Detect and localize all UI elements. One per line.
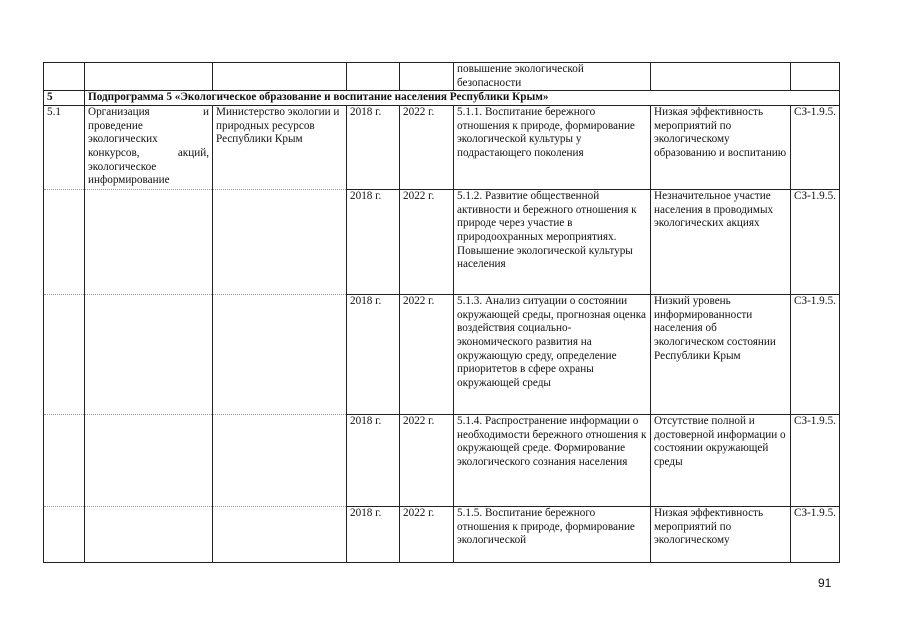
cell-number (44, 415, 85, 507)
cell-indicator: СЗ-1.9.5. (791, 507, 840, 563)
cell-start (347, 63, 400, 91)
cell-start: 2018 г. (347, 106, 400, 190)
cell-name (85, 415, 213, 507)
cell-executor (213, 63, 347, 91)
table-row (44, 106, 840, 190)
cell-executor (213, 415, 347, 507)
cell-indicator: СЗ-1.9.5. (791, 106, 840, 190)
item-number: 5.1 (44, 106, 85, 190)
cell-result: 5.1.1. Воспитание бережного отношения к природе, формирование экологической культуры у подрастающего поколения (454, 106, 651, 190)
cell-result: 5.1.3. Анализ ситуации о состоянии окружающей среды, прогнозная оценка воздействия социально-экономического развития на окружающую среду, определение приоритетов в сфере охраны окружающей среды (454, 295, 651, 415)
cell-consequence: Низкий уровень информированности населения об экологическом состоянии Республики Крым (651, 295, 791, 415)
item-name-line: информирование (88, 174, 170, 187)
cell-name (85, 190, 213, 295)
item-name-line: экологическое (88, 160, 157, 173)
cell-result: 5.1.5. Воспитание бережного отношения к природе, формирование экологической (454, 507, 651, 563)
table-row (44, 415, 840, 507)
cell-consequence (651, 63, 791, 91)
cell-indicator: СЗ-1.9.5. (791, 190, 840, 295)
cell-indicator: СЗ-1.9.5. (791, 295, 840, 415)
cell-start: 2018 г. (347, 190, 400, 295)
subprogram-title: Подпрограмма 5 «Экологическое образование и воспитание населения Республики Крым» (85, 91, 840, 106)
cell-name (85, 507, 213, 563)
cell-number (44, 190, 85, 295)
item-name-line: экологических (88, 133, 158, 146)
cell-end: 2022 г. (400, 415, 454, 507)
item-name-line: конкурсов, акций, (88, 146, 209, 159)
cell-name (85, 63, 213, 91)
cell-consequence: Отсутствие полной и достоверной информации о состоянии окружающей среды (651, 415, 791, 507)
table-row-continuation (44, 63, 840, 91)
cell-end: 2022 г. (400, 106, 454, 190)
cell-end: 2022 г. (400, 295, 454, 415)
table-row (44, 295, 840, 415)
cell-start: 2018 г. (347, 507, 400, 563)
cell-end: 2022 г. (400, 190, 454, 295)
table-row (44, 190, 840, 295)
subprogram-number: 5 (44, 91, 85, 106)
cell-number (44, 63, 85, 91)
cell-result: 5.1.2. Развитие общественной активности и бережного отношения к природе через участие в природоохранных мероприятиях. Повышение экологической культуры населения (454, 190, 651, 295)
table-row-subprogram (44, 91, 840, 106)
cell-result: повышение экологической безопасности (454, 63, 651, 91)
cell-end (400, 63, 454, 91)
cell-consequence: Низкая эффективность мероприятий по экологическому (651, 507, 791, 563)
cell-start: 2018 г. (347, 295, 400, 415)
cell-executor (213, 190, 347, 295)
page-number: 91 (818, 576, 832, 590)
item-name-line: проведение (88, 119, 143, 132)
item-name (85, 106, 213, 190)
cell-executor (213, 295, 347, 415)
cell-name (85, 295, 213, 415)
cell-start: 2018 г. (347, 415, 400, 507)
item-executor: Министерство экологии и природных ресурсов Республики Крым (213, 106, 347, 190)
cell-consequence: Низкая эффективность мероприятий по экологическому образованию и воспитанию (651, 106, 791, 190)
cell-end: 2022 г. (400, 507, 454, 563)
cell-number (44, 507, 85, 563)
cell-number (44, 295, 85, 415)
cell-consequence: Незначительное участие населения в проводимых экологических акциях (651, 190, 791, 295)
cell-result: 5.1.4. Распространение информации о необходимости бережного отношения к окружающей среде. Формирование экологического сознания населения (454, 415, 651, 507)
cell-indicator: СЗ-1.9.5. (791, 415, 840, 507)
cell-indicator (791, 63, 840, 91)
program-measures-table (43, 62, 840, 563)
cell-executor (213, 507, 347, 563)
item-name-line: Организация и (88, 106, 209, 119)
table-row (44, 507, 840, 563)
